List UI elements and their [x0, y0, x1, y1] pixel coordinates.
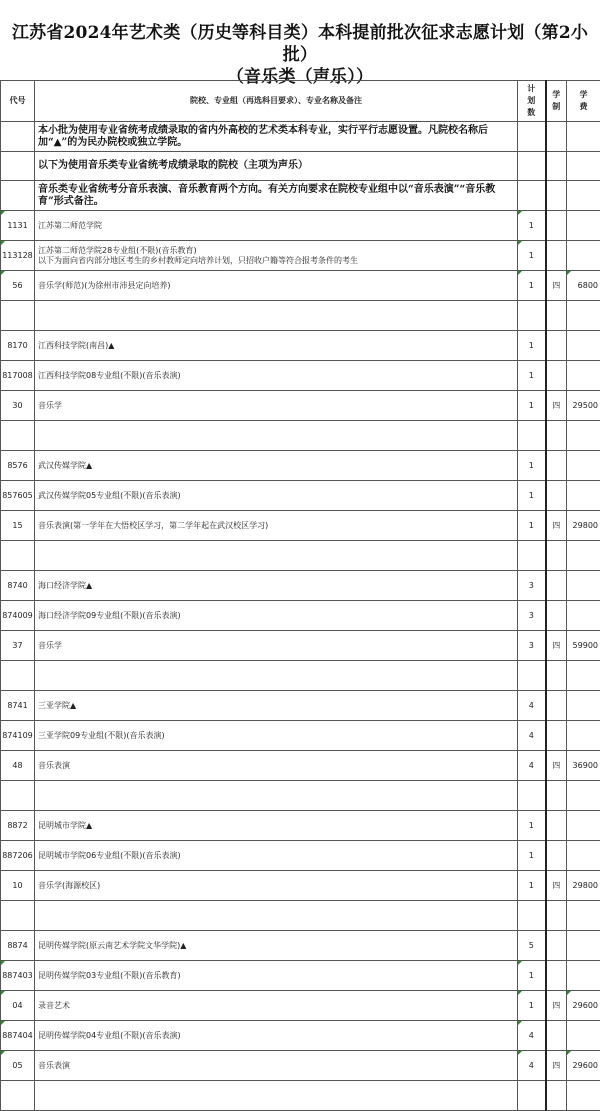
- empty-cell: [546, 122, 567, 152]
- code-cell: [1, 661, 35, 691]
- years-cell: 四: [546, 631, 567, 661]
- plan-count-cell: 4: [518, 691, 546, 721]
- note-code-cell: [1, 152, 35, 181]
- fee-cell: [567, 451, 600, 481]
- code-cell: 30: [1, 391, 35, 421]
- group-name: 江苏第二师范学院28专业组(不限)(音乐教育): [38, 246, 517, 256]
- plan-count-cell: 1: [518, 361, 546, 391]
- fee-cell: 29500: [567, 391, 600, 421]
- code-cell: [1, 421, 35, 451]
- years-cell: [546, 721, 567, 751]
- years-cell: 四: [546, 391, 567, 421]
- name-cell: 昆明传媒学院(原云南艺术学院文华学院)▲: [35, 931, 518, 961]
- spacer-row: [1, 661, 600, 691]
- name-cell: 昆明城市学院06专业组(不限)(音乐表演): [35, 841, 518, 871]
- code-cell: 15: [1, 511, 35, 541]
- plan-count-cell: 3: [518, 601, 546, 631]
- name-cell: [35, 1081, 518, 1111]
- plan-count-cell: 4: [518, 1021, 546, 1051]
- code-cell: 887403: [1, 961, 35, 991]
- plan-count-cell: 1: [518, 451, 546, 481]
- name-cell: 音乐表演: [35, 751, 518, 781]
- plan-count-cell: 1: [518, 511, 546, 541]
- fee-cell: 29600: [567, 991, 600, 1021]
- fee-cell: [567, 721, 600, 751]
- plan-count-cell: 1: [518, 241, 546, 271]
- table-row: [1, 691, 600, 721]
- name-cell: [35, 661, 518, 691]
- code-cell: [1, 1081, 35, 1111]
- fee-cell: [567, 691, 600, 721]
- fee-cell: [567, 931, 600, 961]
- fee-cell: [567, 1021, 600, 1051]
- plan-count-cell: 1: [518, 271, 546, 301]
- plan-count-cell: 5: [518, 931, 546, 961]
- table-row: [1, 331, 600, 361]
- plan-count-cell: 3: [518, 571, 546, 601]
- code-cell: 05: [1, 1051, 35, 1081]
- plan-count-cell: [518, 661, 546, 691]
- fee-cell: [567, 901, 600, 931]
- years-cell: [546, 931, 567, 961]
- table-row: [1, 451, 600, 481]
- plan-count-cell: [518, 301, 546, 331]
- empty-cell: [567, 122, 600, 152]
- fee-cell: [567, 211, 600, 241]
- header-years: 学 制: [546, 81, 567, 122]
- fee-cell: [567, 601, 600, 631]
- years-cell: [546, 361, 567, 391]
- plan-count-cell: 1: [518, 871, 546, 901]
- plan-count-cell: [518, 421, 546, 451]
- name-cell: 昆明传媒学院04专业组(不限)(音乐表演): [35, 1021, 518, 1051]
- header-code: 代号: [1, 81, 35, 122]
- code-cell: 817008: [1, 361, 35, 391]
- note-text: 音乐类专业省统考分音乐表演、音乐教育两个方向。有关方向要求在院校专业组中以“音乐表演”“音乐教育”形式备注。: [35, 181, 518, 211]
- code-cell: 8874: [1, 931, 35, 961]
- plan-count-cell: [518, 781, 546, 811]
- name-cell: 昆明城市学院▲: [35, 811, 518, 841]
- table-row: [1, 931, 600, 961]
- empty-cell: [567, 181, 600, 211]
- code-cell: 8576: [1, 451, 35, 481]
- name-cell: [35, 781, 518, 811]
- fee-cell: 6800: [567, 271, 600, 301]
- years-cell: [546, 781, 567, 811]
- fee-cell: [567, 811, 600, 841]
- code-cell: 874009: [1, 601, 35, 631]
- code-cell: 857605: [1, 481, 35, 511]
- table-row: [1, 961, 600, 991]
- enrollment-plan-table: [0, 80, 600, 1111]
- table-row: [1, 271, 600, 301]
- table-row: [1, 841, 600, 871]
- fee-cell: [567, 481, 600, 511]
- years-cell: [546, 661, 567, 691]
- empty-cell: [546, 181, 567, 211]
- name-cell: 武汉传媒学院05专业组(不限)(音乐表演): [35, 481, 518, 511]
- fee-cell: [567, 781, 600, 811]
- empty-cell: [518, 152, 546, 181]
- plan-count-cell: 1: [518, 331, 546, 361]
- fee-cell: [567, 571, 600, 601]
- fee-cell: [567, 841, 600, 871]
- name-cell: 江西科技学院(南昌)▲: [35, 331, 518, 361]
- table-row: [1, 211, 600, 241]
- years-cell: [546, 571, 567, 601]
- note-row: [1, 122, 600, 152]
- years-cell: [546, 691, 567, 721]
- years-cell: [546, 211, 567, 241]
- plan-count-cell: 4: [518, 721, 546, 751]
- fee-cell: [567, 301, 600, 331]
- name-cell: 录音艺术: [35, 991, 518, 1021]
- note-code-cell: [1, 181, 35, 211]
- name-cell: 音乐学(师范)(为徐州市沛县定向培养): [35, 271, 518, 301]
- code-cell: 56: [1, 271, 35, 301]
- code-cell: 10: [1, 871, 35, 901]
- plan-count-cell: 1: [518, 841, 546, 871]
- name-cell: 海口经济学院▲: [35, 571, 518, 601]
- years-cell: [546, 541, 567, 571]
- name-cell: [35, 301, 518, 331]
- fee-cell: [567, 421, 600, 451]
- code-cell: 8740: [1, 571, 35, 601]
- years-cell: [546, 841, 567, 871]
- plan-count-cell: 1: [518, 811, 546, 841]
- name-cell: 音乐学(海源校区): [35, 871, 518, 901]
- code-cell: 48: [1, 751, 35, 781]
- fee-cell: 59900: [567, 631, 600, 661]
- code-cell: 887404: [1, 1021, 35, 1051]
- fee-cell: 29600: [567, 1051, 600, 1081]
- years-cell: [546, 301, 567, 331]
- years-cell: [546, 1081, 567, 1111]
- years-cell: [546, 811, 567, 841]
- fee-cell: [567, 1081, 600, 1111]
- empty-cell: [518, 181, 546, 211]
- fee-cell: [567, 361, 600, 391]
- name-cell: [35, 541, 518, 571]
- years-cell: [546, 481, 567, 511]
- years-cell: [546, 331, 567, 361]
- empty-cell: [567, 152, 600, 181]
- code-cell: [1, 901, 35, 931]
- years-cell: [546, 1021, 567, 1051]
- years-cell: 四: [546, 271, 567, 301]
- fee-cell: [567, 661, 600, 691]
- code-cell: 8741: [1, 691, 35, 721]
- fee-cell: [567, 961, 600, 991]
- years-cell: [546, 421, 567, 451]
- years-cell: [546, 241, 567, 271]
- note-row: [1, 181, 600, 211]
- plan-count-cell: 1: [518, 991, 546, 1021]
- table-row: [1, 391, 600, 421]
- plan-count-cell: 4: [518, 1051, 546, 1081]
- table-row: [1, 991, 600, 1021]
- note-code-cell: [1, 122, 35, 152]
- table-row: [1, 241, 600, 271]
- name-cell: 音乐学: [35, 631, 518, 661]
- name-cell: 三亚学院▲: [35, 691, 518, 721]
- title-line-2: （音乐类（声乐））: [0, 66, 600, 88]
- table-row: [1, 571, 600, 601]
- name-cell: 江苏第二师范学院: [35, 211, 518, 241]
- group-remark: 以下为面向省内部分地区考生的乡村教师定向培养计划，只招收户籍等符合报考条件的考生: [38, 256, 517, 266]
- header-row: [1, 81, 600, 122]
- table-row: [1, 871, 600, 901]
- years-cell: 四: [546, 511, 567, 541]
- code-cell: 37: [1, 631, 35, 661]
- note-text: 本小批为使用专业省统考成绩录取的省内外高校的艺术类本科专业，实行平行志愿设置。凡院校名称后加“▲”的为民办院校或独立学院。: [35, 122, 518, 152]
- note-row: [1, 152, 600, 181]
- name-cell: [35, 421, 518, 451]
- note-text: 以下为使用音乐类专业省统考成绩录取的院校（主项为声乐）: [35, 152, 518, 181]
- plan-count-cell: [518, 541, 546, 571]
- plan-count-cell: 1: [518, 211, 546, 241]
- table-row: [1, 721, 600, 751]
- header-fee: 学 费: [567, 81, 600, 122]
- name-cell: 音乐表演: [35, 1051, 518, 1081]
- table-row: [1, 631, 600, 661]
- spacer-row: [1, 1081, 600, 1111]
- fee-cell: [567, 241, 600, 271]
- name-cell: 武汉传媒学院▲: [35, 451, 518, 481]
- years-cell: [546, 901, 567, 931]
- empty-cell: [546, 152, 567, 181]
- document-title: [0, 22, 600, 88]
- table-row: [1, 811, 600, 841]
- plan-count-cell: 3: [518, 631, 546, 661]
- years-cell: 四: [546, 751, 567, 781]
- table-row: [1, 1051, 600, 1081]
- spacer-row: [1, 781, 600, 811]
- name-cell: 昆明传媒学院03专业组(不限)(音乐教育): [35, 961, 518, 991]
- empty-cell: [518, 122, 546, 152]
- name-cell: 三亚学院09专业组(不限)(音乐表演): [35, 721, 518, 751]
- table-row: [1, 481, 600, 511]
- years-cell: [546, 601, 567, 631]
- code-cell: 8872: [1, 811, 35, 841]
- plan-count-cell: [518, 901, 546, 931]
- fee-cell: [567, 541, 600, 571]
- spacer-row: [1, 541, 600, 571]
- fee-cell: 29800: [567, 511, 600, 541]
- spacer-row: [1, 901, 600, 931]
- fee-cell: 36900: [567, 751, 600, 781]
- spacer-row: [1, 301, 600, 331]
- fee-cell: 29800: [567, 871, 600, 901]
- years-cell: [546, 451, 567, 481]
- name-cell: 音乐学: [35, 391, 518, 421]
- code-cell: [1, 301, 35, 331]
- plan-count-cell: 4: [518, 751, 546, 781]
- name-cell: 海口经济学院09专业组(不限)(音乐表演): [35, 601, 518, 631]
- table-row: [1, 361, 600, 391]
- name-cell: [35, 241, 518, 271]
- name-cell: 音乐表演(第一学年在大悟校区学习，第二学年起在武汉校区学习): [35, 511, 518, 541]
- header-name: 院校、专业组（再选科目要求）、专业名称及备注: [35, 81, 518, 122]
- spacer-row: [1, 421, 600, 451]
- years-cell: [546, 961, 567, 991]
- table-row: [1, 511, 600, 541]
- code-cell: [1, 541, 35, 571]
- name-cell: 江西科技学院08专业组(不限)(音乐表演): [35, 361, 518, 391]
- code-cell: [1, 781, 35, 811]
- table-row: [1, 1021, 600, 1051]
- plan-count-cell: [518, 1081, 546, 1111]
- code-cell: 887206: [1, 841, 35, 871]
- years-cell: 四: [546, 871, 567, 901]
- title-line-1: 江苏省2024年艺术类（历史等科目类）本科提前批次征求志愿计划（第2小批）: [0, 22, 600, 66]
- code-cell: 04: [1, 991, 35, 1021]
- years-cell: 四: [546, 991, 567, 1021]
- years-cell: 四: [546, 1051, 567, 1081]
- code-cell: 113128: [1, 241, 35, 271]
- code-cell: 1131: [1, 211, 35, 241]
- plan-count-cell: 1: [518, 481, 546, 511]
- table-row: [1, 601, 600, 631]
- plan-count-cell: 1: [518, 961, 546, 991]
- table-row: [1, 751, 600, 781]
- header-plan: 计 划 数: [518, 81, 546, 122]
- plan-count-cell: 1: [518, 391, 546, 421]
- code-cell: 874109: [1, 721, 35, 751]
- name-cell: [35, 901, 518, 931]
- fee-cell: [567, 331, 600, 361]
- code-cell: 8170: [1, 331, 35, 361]
